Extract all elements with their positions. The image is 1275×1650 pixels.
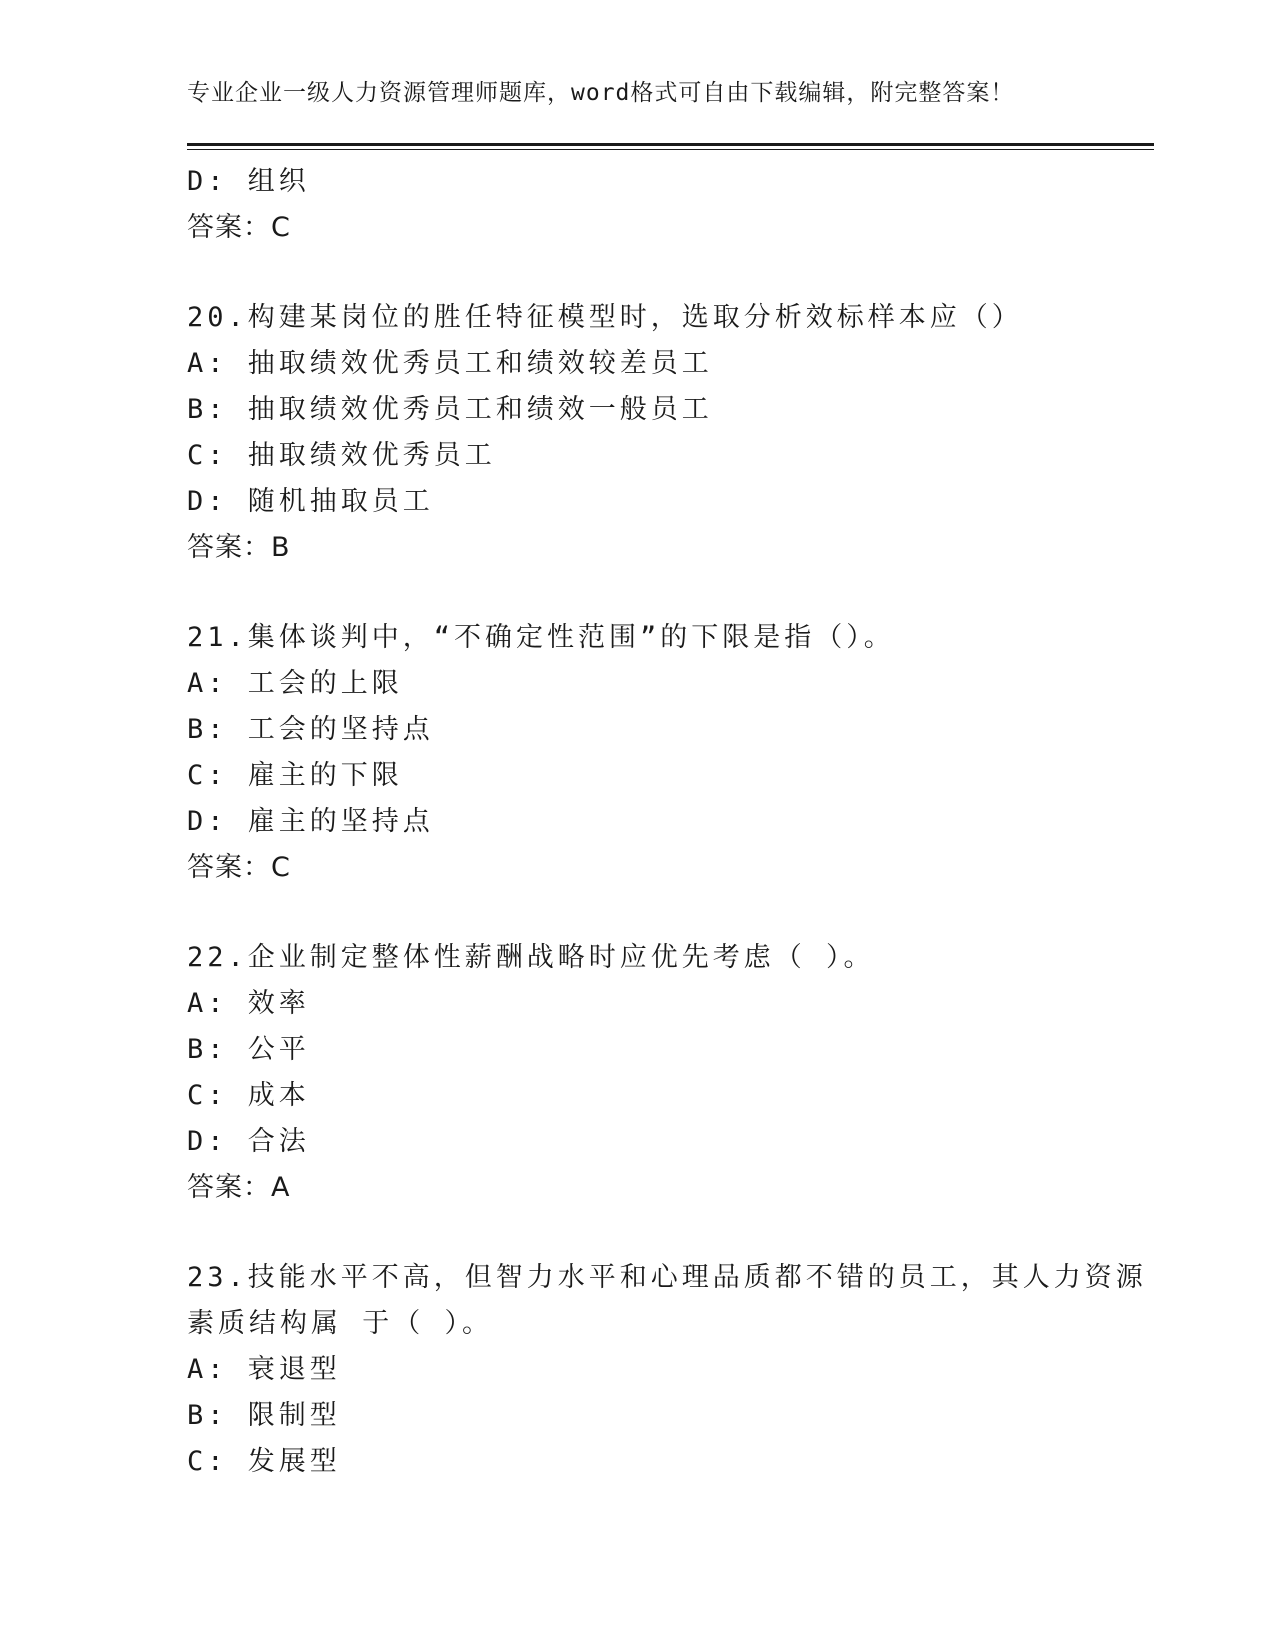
question-stem-line-1: 23.技能水平不高，但智力水平和心理品质都不错的员工，其人力资源 bbox=[187, 1262, 1147, 1293]
page-header-text: 专业企业一级人力资源管理师题库，word格式可自由下载编辑，附完整答案！ bbox=[187, 80, 1015, 106]
spacer bbox=[187, 251, 1087, 295]
option-c: C: 发展型 bbox=[187, 1446, 341, 1477]
option-b: B: 公平 bbox=[187, 1034, 310, 1065]
header-divider-thick bbox=[187, 143, 1154, 146]
option-b: B: 工会的坚持点 bbox=[187, 714, 434, 745]
option-a: A: 抽取绩效优秀员工和绩效较差员工 bbox=[187, 348, 713, 379]
answer-line: 答案：A bbox=[187, 1172, 291, 1203]
option-c: C: 成本 bbox=[187, 1080, 310, 1111]
option-d: D: 雇主的坚持点 bbox=[187, 806, 434, 837]
option-d: D: 随机抽取员工 bbox=[187, 486, 434, 517]
answer-line: 答案：B bbox=[187, 532, 291, 563]
question-list bbox=[187, 159, 1147, 1485]
option-a: A: 衰退型 bbox=[187, 1354, 341, 1385]
option-c: C: 抽取绩效优秀员工 bbox=[187, 440, 496, 471]
option-d: D: 合法 bbox=[187, 1126, 310, 1157]
spacer bbox=[187, 1211, 1087, 1255]
option-d: D: 组织 bbox=[187, 166, 310, 197]
answer-line: 答案：C bbox=[187, 212, 291, 243]
question-22 bbox=[187, 935, 1087, 1211]
question-23 bbox=[187, 1255, 1147, 1485]
answer-line: 答案：C bbox=[187, 852, 291, 883]
header-divider-thin bbox=[187, 149, 1154, 150]
option-b: B: 限制型 bbox=[187, 1400, 341, 1431]
option-a: A: 效率 bbox=[187, 988, 310, 1019]
question-stem: 21.集体谈判中，“不确定性范围”的下限是指（）。 bbox=[187, 622, 895, 653]
option-b: B: 抽取绩效优秀员工和绩效一般员工 bbox=[187, 394, 713, 425]
question-stem: 22.企业制定整体性薪酬战略时应优先考虑（ ）。 bbox=[187, 942, 875, 973]
question-stem: 20.构建某岗位的胜任特征模型时，选取分析效标样本应（） bbox=[187, 302, 1023, 333]
spacer bbox=[187, 571, 1087, 615]
question-stem-line-2: 素质结构属 于（ ）。 bbox=[187, 1308, 494, 1339]
option-c: C: 雇主的下限 bbox=[187, 760, 403, 791]
option-a: A: 工会的上限 bbox=[187, 668, 403, 699]
question-21 bbox=[187, 615, 1087, 891]
question-20 bbox=[187, 295, 1087, 571]
spacer bbox=[187, 891, 1087, 935]
